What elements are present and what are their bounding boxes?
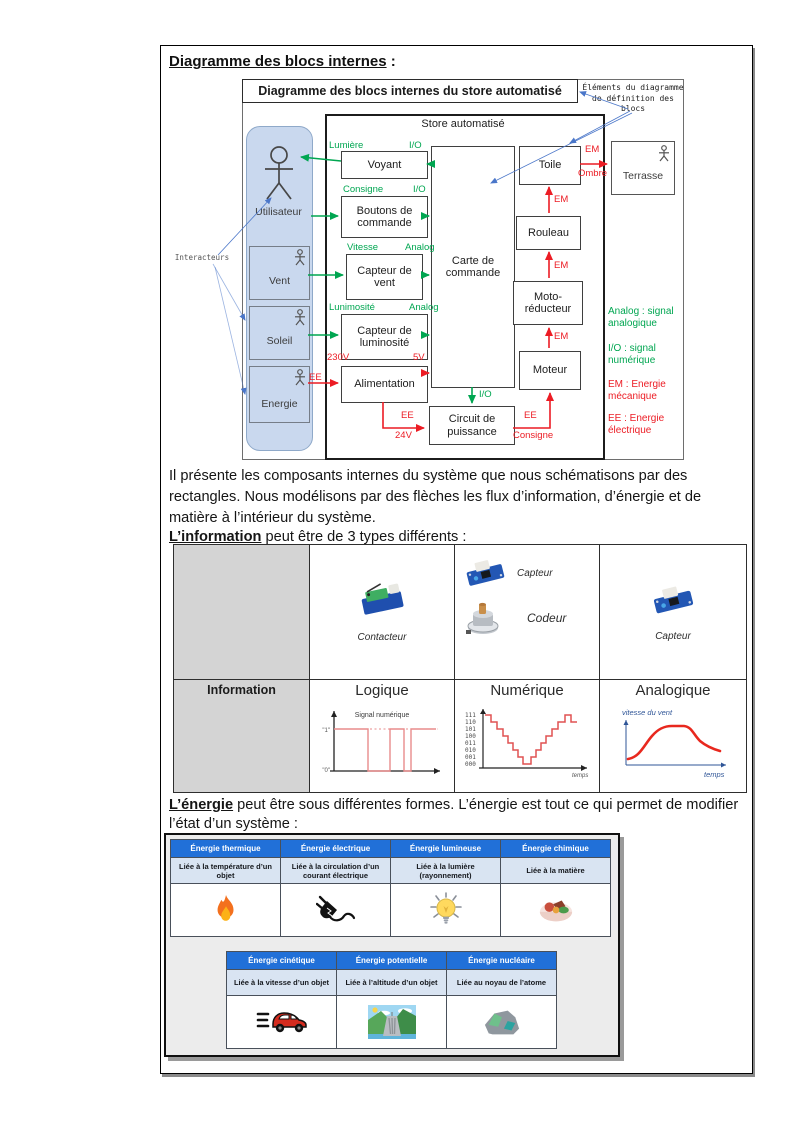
flow-label-analog-vent: Analog — [405, 242, 435, 253]
svg-text:vitesse du vent: vitesse du vent — [622, 708, 673, 717]
energy-col-potentielle — [337, 952, 447, 1048]
information-label: Information — [207, 683, 276, 697]
fire-icon — [211, 892, 241, 928]
block-capteur-luminosite: Capteur de luminosité — [341, 314, 428, 360]
svg-text:"0": "0" — [322, 768, 330, 774]
block-alimentation: Alimentation — [341, 366, 428, 403]
header-logique: Logique — [355, 682, 409, 699]
energy-sub-chimique: Liée à la matière — [501, 857, 610, 884]
block-carte-commande: Carte de commande — [431, 146, 515, 388]
legend-analog: Analog : signal analogique — [608, 306, 674, 329]
energy-header-cinetique: Énergie cinétique — [227, 952, 336, 969]
legend-em: EM : Energie mécanique — [608, 379, 666, 402]
info-row-label-cell — [174, 680, 310, 792]
svg-text:100: 100 — [465, 733, 476, 740]
block-capteur-vent: Capteur de vent — [346, 254, 423, 300]
flow-label-consigne: Consigne — [343, 184, 384, 195]
page-title-text: Diagramme des blocs internes — [169, 53, 387, 70]
diagram-annotation: Éléments du diagramme de définition des blocs — [582, 83, 684, 113]
rock-icon — [483, 1007, 521, 1037]
flow-label-5v: 5V — [413, 352, 425, 363]
energy-col-cinetique — [227, 952, 337, 1048]
analog-signal-chart — [608, 703, 738, 783]
energy-header-thermique: Énergie thermique — [171, 840, 280, 857]
block-boutons: Boutons de commande — [341, 196, 428, 238]
caption-contacteur: Contacteur — [357, 631, 407, 643]
caption-codeur: Codeur — [527, 611, 567, 625]
header-numerique: Numérique — [490, 682, 564, 699]
flow-label-230v: 230V — [327, 352, 350, 363]
energy-col-lumineuse — [391, 840, 501, 936]
info-cell-numerique — [455, 680, 600, 792]
flow-label-em-toile: EM — [585, 144, 600, 155]
flow-label-em-moto: EM — [554, 260, 569, 271]
flow-label-ombre: Ombre — [578, 168, 608, 179]
energy-lead: L’énergie peut être sous différentes formes. L’énergie est tout ce qui permet de modifier l’état d’un système : — [169, 797, 739, 832]
flow-label-consigne-moteur: Consigne — [513, 430, 554, 441]
caption-capteur-analog: Capteur — [655, 630, 691, 642]
flow-label-lumiere: Lumière — [329, 140, 364, 151]
bulb-icon — [428, 892, 464, 928]
green-information-flows — [301, 157, 472, 403]
energy-table-bottom — [226, 951, 557, 1049]
info-cell-contacteur — [310, 545, 455, 680]
svg-text:011: 011 — [465, 740, 476, 747]
actor-energie-label: Energie — [261, 398, 298, 410]
svg-text:000: 000 — [465, 761, 476, 768]
info-table-empty-cell — [174, 545, 310, 680]
svg-text:temps: temps — [704, 770, 725, 779]
flow-label-24v: 24V — [395, 430, 412, 441]
internal-blocks-diagram — [161, 76, 751, 466]
interactors-label: Interacteurs — [174, 253, 230, 262]
svg-text:010: 010 — [465, 747, 476, 754]
energy-header-nucleaire: Énergie nucléaire — [447, 952, 556, 969]
actor-soleil-label: Soleil — [266, 335, 293, 347]
actor-vent-label: Vent — [268, 275, 291, 287]
paragraph-internal-components: Il présente les composants internes du système que nous schématisons par des rectangles. Nous modélisons par des flèches les flux d’information, d’énergie et de matière à l’intérieur du système. — [169, 468, 702, 526]
digital-signal-chart — [316, 701, 448, 783]
actor-utilisateur: Utilisateur — [255, 206, 302, 218]
svg-text:101: 101 — [465, 726, 476, 733]
energy-header-potentielle: Énergie potentielle — [337, 952, 446, 969]
energy-sub-nucleaire: Liée au noyau de l’atome — [447, 969, 556, 996]
info-cell-capteur-analog — [600, 545, 746, 680]
flow-label-ee-alim: EE — [401, 410, 414, 421]
flow-label-em-rouleau: EM — [554, 194, 569, 205]
energy-sub-electrique: Liée à la circulation d’un courant électrique — [281, 857, 390, 884]
actor-terrasse-label: Terrasse — [622, 170, 664, 182]
information-lead: L’information peut être de 3 types différents : — [169, 529, 467, 545]
food-icon — [537, 895, 575, 925]
legend-ee: EE : Energie électrique — [608, 413, 665, 436]
plug-icon — [316, 894, 356, 926]
block-circuit-puissance: Circuit de puissance — [429, 406, 515, 445]
diagram-title: Diagramme des blocs internes du store automatisé — [242, 79, 578, 103]
flow-label-vitesse: Vitesse — [347, 242, 378, 253]
svg-text:001: 001 — [465, 754, 476, 761]
energy-col-electrique — [281, 840, 391, 936]
block-moteur: Moteur — [519, 351, 581, 390]
energy-sub-thermique: Liée à la température d’un objet — [171, 857, 280, 884]
energy-types-figure — [164, 833, 620, 1057]
block-toile: Toile — [519, 146, 581, 185]
digital-staircase-chart — [459, 701, 595, 785]
svg-text:110: 110 — [465, 719, 476, 726]
flow-label-em-moteur: EM — [554, 331, 569, 342]
sensor-module-image — [650, 583, 696, 617]
info-cell-capteur-codeur — [455, 545, 600, 680]
flow-label-analog-lum: Analog — [409, 302, 439, 313]
block-rouleau: Rouleau — [516, 216, 581, 250]
block-voyant: Voyant — [341, 151, 428, 179]
info-cell-analogique — [600, 680, 746, 792]
flow-label-ee-moteur: EE — [524, 410, 537, 421]
energy-col-nucleaire — [447, 952, 556, 1048]
sensor-module-image — [463, 557, 507, 589]
flow-label-io-boutons: I/O — [413, 184, 426, 195]
energy-col-thermique — [171, 840, 281, 936]
energy-header-lumineuse: Énergie lumineuse — [391, 840, 500, 857]
page-title-colon: : — [386, 53, 396, 70]
energy-sub-cinetique: Liée à la vitesse d’un objet — [227, 969, 336, 996]
car-icon — [256, 1009, 308, 1035]
dam-icon — [368, 1005, 416, 1039]
flow-label-io-circuit: I/O — [479, 389, 492, 400]
svg-text:"1": "1" — [322, 728, 330, 734]
header-analogique: Analogique — [635, 682, 711, 699]
system-label: Store automatisé — [421, 118, 505, 130]
page-title — [169, 53, 396, 70]
block-moto-reducteur: Moto-réducteur — [513, 281, 583, 325]
flow-arrows-layer — [161, 76, 751, 466]
flow-label-ee-in: EE — [309, 372, 322, 383]
energy-header-electrique: Énergie électrique — [281, 840, 390, 857]
energy-table-top — [170, 839, 611, 937]
contactor-module-image — [357, 582, 407, 618]
document-page — [160, 45, 753, 1074]
flow-label-io-voyant: I/O — [409, 140, 422, 151]
legend-io: I/O : signal numérique — [608, 343, 656, 366]
encoder-image — [463, 599, 503, 637]
svg-text:111: 111 — [465, 712, 476, 719]
flow-label-luminosite: Lunimosité — [329, 302, 375, 313]
information-table — [173, 544, 747, 793]
energy-sub-lumineuse: Liée à la lumière (rayonnement) — [391, 857, 500, 884]
caption-capteur: Capteur — [517, 567, 553, 579]
info-cell-logique — [310, 680, 455, 792]
energy-col-chimique — [501, 840, 610, 936]
energy-header-chimique: Énergie chimique — [501, 840, 610, 857]
svg-text:temps: temps — [572, 773, 589, 779]
svg-text:Signal numérique: Signal numérique — [354, 712, 410, 719]
energy-sub-potentielle: Liée à l’altitude d’un objet — [337, 969, 446, 996]
